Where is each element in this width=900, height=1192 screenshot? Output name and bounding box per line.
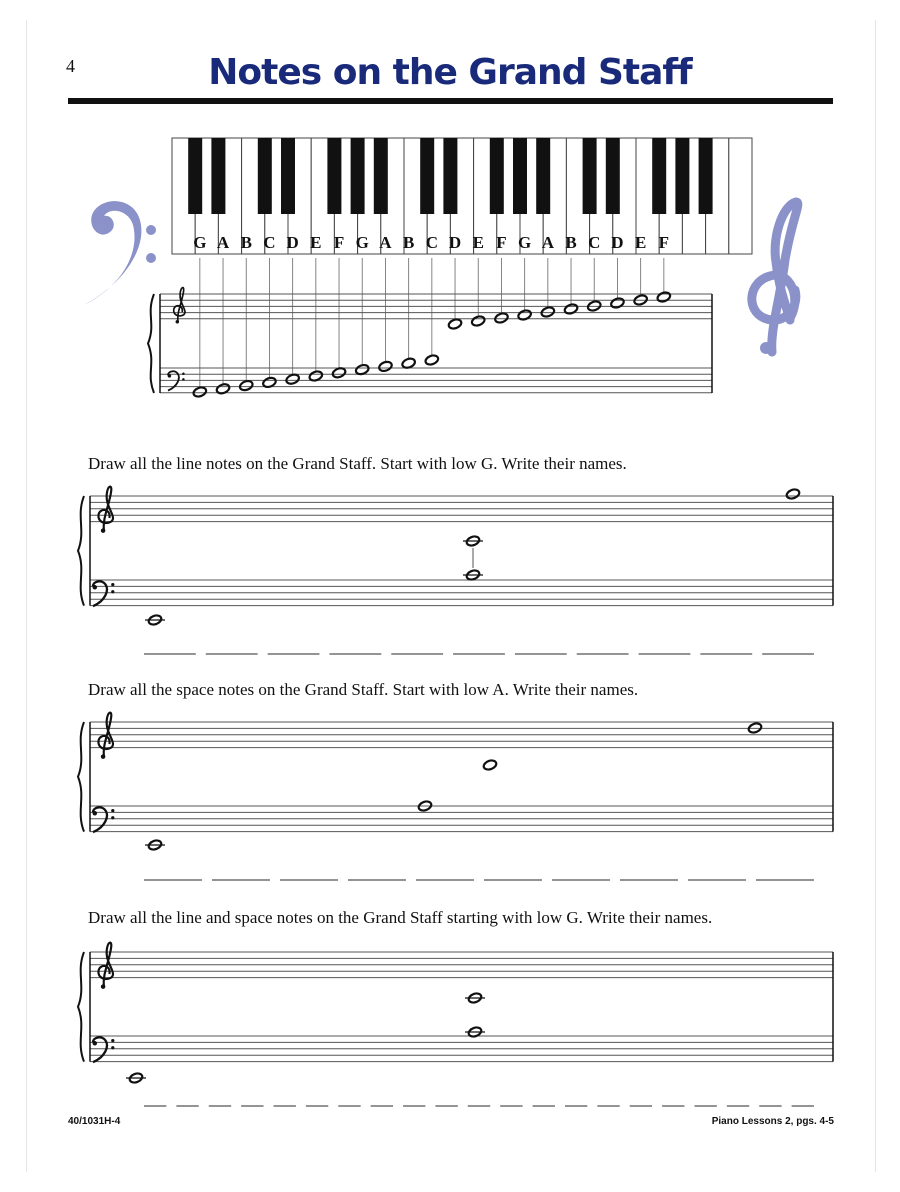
- footer-reference: Piano Lessons 2, pgs. 4-5: [711, 1116, 834, 1127]
- bass-clef-dot: [111, 590, 114, 593]
- brace: [78, 952, 84, 1062]
- black-key: [606, 138, 620, 214]
- bass-clef-dot: [182, 378, 185, 381]
- whole-note: [785, 488, 800, 500]
- exercise-staff-3: [78, 943, 833, 1106]
- whole-note: [447, 318, 462, 330]
- black-key: [327, 138, 341, 214]
- bass-clef-icon: [93, 1037, 107, 1062]
- key-label: B: [565, 233, 577, 252]
- key-label: D: [448, 233, 462, 252]
- black-key: [443, 138, 457, 214]
- exercise-3-instruction: Draw all the line and space notes on the Grand Staff starting with low G. Write their names.: [88, 908, 713, 927]
- key-label: D: [611, 233, 624, 252]
- white-key: [729, 138, 752, 254]
- black-key: [281, 138, 295, 214]
- bass-clef-head: [93, 811, 98, 816]
- whole-note: [239, 379, 254, 391]
- key-label: F: [496, 233, 507, 252]
- bass-clef-dot: [111, 1046, 114, 1049]
- whole-note: [424, 354, 439, 366]
- whole-note: [517, 309, 532, 321]
- page-title: Notes on the Grand Staff: [208, 52, 692, 93]
- bass-clef-dot: [111, 583, 114, 586]
- exercise-1-instruction: Draw all the line notes on the Grand Staff. Start with low G. Write their names.: [88, 454, 627, 473]
- footer-code: 40/1031H-4: [68, 1116, 121, 1127]
- whole-note: [471, 315, 486, 327]
- whole-note: [378, 360, 393, 372]
- exercise-staff-2: [78, 713, 833, 880]
- key-label: D: [286, 233, 299, 252]
- whole-note: [192, 386, 207, 398]
- key-label: G: [355, 233, 369, 252]
- bass-clef-dot: [111, 816, 114, 819]
- whole-note: [656, 291, 671, 303]
- treble-clef-dot: [101, 528, 106, 533]
- key-label: F: [333, 233, 345, 252]
- exercise-staff-1: [78, 487, 833, 654]
- treble-clef-dot: [101, 984, 106, 989]
- key-label: A: [379, 233, 392, 252]
- page-number: 4: [66, 56, 75, 76]
- bass-clef-dot: [111, 1039, 114, 1042]
- black-key: [536, 138, 550, 214]
- treble-clef-dot: [101, 754, 106, 759]
- whole-note: [563, 303, 578, 315]
- key-label: C: [425, 233, 438, 252]
- bass-clef-head: [93, 585, 98, 590]
- bass-clef-head: [168, 374, 172, 378]
- treble-clef-icon: [174, 288, 185, 322]
- key-label: E: [310, 233, 322, 252]
- key-label: E: [634, 233, 647, 252]
- black-key: [513, 138, 527, 214]
- key-label: G: [193, 233, 207, 252]
- brace: [148, 294, 154, 393]
- black-key: [420, 138, 434, 214]
- whole-note: [610, 297, 625, 309]
- whole-note: [494, 312, 509, 324]
- keyboard-labels: [193, 233, 669, 252]
- exercise-2-instruction: Draw all the space notes on the Grand Staff. Start with low A. Write their names.: [88, 680, 639, 699]
- key-label: A: [541, 233, 554, 252]
- black-key: [374, 138, 388, 214]
- key-label: F: [658, 233, 670, 252]
- whole-note: [285, 373, 300, 385]
- whole-note: [540, 306, 555, 318]
- brace: [78, 496, 84, 606]
- key-label: C: [588, 233, 601, 252]
- large-treble-clef-icon: [752, 202, 798, 354]
- reference-grand-staff: [148, 258, 712, 398]
- black-key: [490, 138, 504, 214]
- black-key: [258, 138, 272, 214]
- key-label: C: [263, 233, 276, 252]
- bass-clef-icon: [93, 807, 107, 832]
- black-key: [188, 138, 202, 214]
- black-key: [699, 138, 713, 214]
- brace: [78, 722, 84, 832]
- bass-clef-dot: [111, 809, 114, 812]
- key-label: B: [402, 233, 415, 252]
- black-key: [583, 138, 597, 214]
- large-bass-clef-icon: [84, 201, 156, 305]
- key-label: E: [472, 233, 484, 252]
- bass-clef-icon: [93, 581, 107, 606]
- black-key: [351, 138, 365, 214]
- black-key: [675, 138, 689, 214]
- bass-clef-head: [93, 1041, 98, 1046]
- key-label: A: [216, 233, 230, 252]
- key-label: G: [518, 233, 532, 252]
- whole-note: [482, 759, 497, 771]
- treble-clef-dot: [176, 320, 180, 324]
- bass-clef-dot: [182, 373, 185, 376]
- key-label: B: [240, 233, 252, 252]
- black-key: [652, 138, 666, 214]
- black-key: [211, 138, 225, 214]
